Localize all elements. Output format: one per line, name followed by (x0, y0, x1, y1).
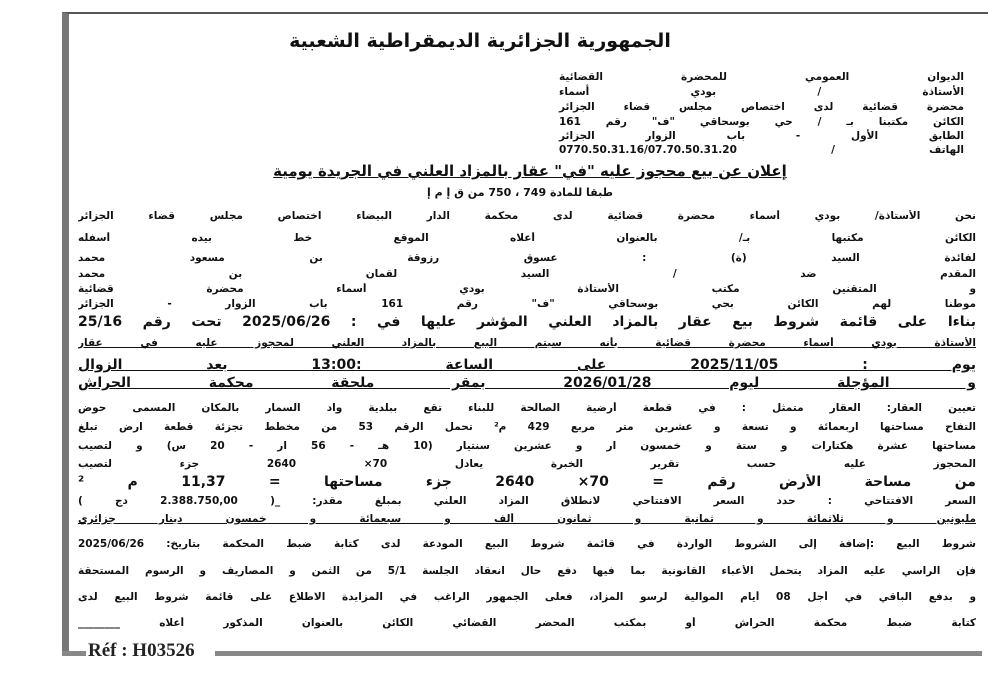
header-line: الديوان العمومي للمحضرة القضائية (559, 71, 964, 83)
body-line: من مساحة الأرض رقم = 70× 2640 جزء مساحتها = 11,37 م ² (78, 474, 976, 490)
body-line: فإن الراسي عليه المزاد يتحمل الأعباء القانونية بما فيها دفع حال انعقاد الجلسة 5/1 من الثمن و المصاريف و الرسوم المستحقة (78, 565, 976, 577)
header-line: الكائن مكتبنا بـ / حي بوسحاقي "ف" رقم 161 (559, 116, 964, 128)
body-line: و بدفع الباقي في أجل 08 أيام الموالية لرسو المزاد، فعلى الجمهور الراغب في المزايدة الاطلاع على قائمة شروط البيع لدى (78, 591, 976, 603)
body-line: كتابة ضبط محكمة الحراش أو بمكتب المحضر القضائي الكائن بالعنوان المذكور أعلاه ________ (78, 617, 976, 629)
body-line: و المتقنين مكتب الأستاذة بودي أسماء محضرة قضائية (78, 283, 976, 295)
body-line: بناءا على قائمة شروط بيع عقار بالمزاد العلني المؤشر عليها في : 2025/06/26 تحت رقم 25/16 (78, 314, 976, 330)
body-line: المقدم ضد / السيد لقمان بن محمد (78, 268, 976, 280)
notice-title: الجمهورية الجزائرية الديمقراطية الشعبية (289, 30, 671, 52)
auction-date: يوم : 2025/11/05 على الساعة :13:00 بعد الزوال (78, 357, 976, 373)
legal-basis: طبقا للمادة 749 ، 750 من ق إ م إ (427, 186, 613, 199)
body-line: نحن الأستاذة/ بودي أسماء محضرة قضائية لدى محكمة الدار البيضاء اختصاص مجلس قضاء الجزائر (78, 210, 976, 222)
reference-number: Réf : H03526 (88, 640, 195, 661)
header-line: الهاتف / 0770.50.31.16/07.70.50.31.20 (559, 144, 964, 156)
bottom-rule-left (62, 651, 86, 656)
header-line: محضرة قضائية لدى اختصاص مجلس قضاء الجزائر (559, 101, 964, 113)
body-line: التفاح مساحتها اربعمائة و تسعة و عشرين متر مربع 429 م² تحمل الرقم 53 من مخطط تجزئة قطعة ارض تبلغ (78, 421, 976, 433)
body-line: تعيين العقار: العقار متمثل : في قطعة أرضية الصالحة للبناء تقع ببلدية واد السمار بالمكان المسمى حوض (78, 402, 976, 414)
price-in-words: مليونين و ثلاثمائة و ثمانية و ثمانون ألف و سبعمائة و خمسون دينار جزائري (78, 513, 976, 525)
postponed-date: و المؤجلة ليوم 2026/01/28 بمقر ملحقة محكمة الحراش (78, 375, 976, 391)
body-line: شروط البيع :إضافة إلى الشروط الواردة في قائمة شروط البيع المودعة لدى كتابة ضبط المحكمة بتاريخ: 2025/06/26 (78, 538, 976, 550)
header-line: الأستاذة / بودي أسماء (559, 86, 964, 98)
opening-price: السعر الافتتاحي : حدد السعر الافتتاحي لانطلاق المزاد العلني بمبلغ مقدر: _( 2.388.750,00 دج ) (78, 495, 976, 507)
notice-headline: إعلان عن بيع محجوز عليه "في" عقار بالمزاد العلني في الجريدة يومية (273, 162, 787, 180)
body-line: الكائن مكتبها بـ/ بالعنوان أعلاه الموقع خط بيده أسفله (78, 232, 976, 244)
body-line: لفائدة السيد (ة) : عسوق رزوقة بن مسعود محمد (78, 252, 976, 264)
body-line: الأستاذة بودي أسماء محضرة قضائية بأنه سيتم البيع بالمزاد العلني لمحجوز عليه في عقار (78, 337, 976, 349)
header-line: الطابق الأول - باب الزوار الجزائر (559, 130, 964, 142)
body-line: المحجوز عليه حسب تقرير الخبرة يعادل 70× 2640 جزء لتصيب (78, 458, 976, 470)
body-line: مساحتها عشرة هكتارات و ستة و خمسون ار و عشرين سنتيار (10 هـ - 56 ار - 20 س) و لتصيب (78, 440, 976, 452)
bottom-rule-right (215, 651, 982, 656)
body-line: موطنا لهم الكائن بحي بوسحاقي "ف" رقم 161 باب الزوار - الجزائر (78, 298, 976, 310)
